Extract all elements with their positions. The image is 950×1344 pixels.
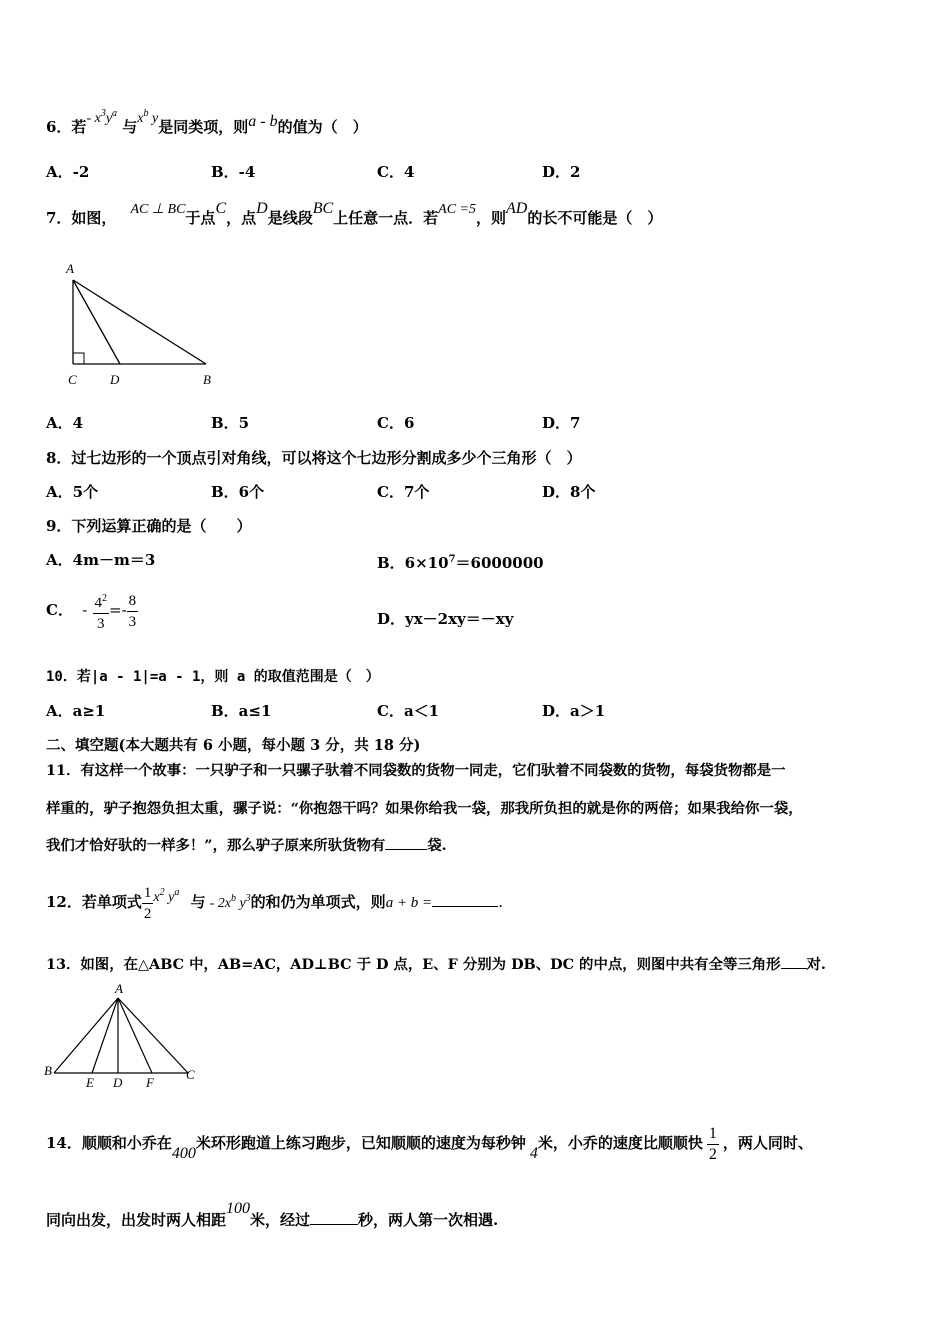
q13-segment-ae xyxy=(92,998,118,1073)
question-8: 8．过七边形的一个顶点引对角线，可以将这个七边形分割成多少个三角形（ ） xyxy=(46,449,582,467)
q12-end: . xyxy=(498,893,503,911)
q6-number: 6．若 xyxy=(46,118,87,136)
q14-b: 米环形跑道上练习跑步，已知顺顺的速度为每秒钟 xyxy=(195,1134,526,1152)
q6-term2 xyxy=(137,108,159,126)
q9-option-c-den1: 3 xyxy=(97,615,105,632)
q7-label-a: A xyxy=(66,261,74,276)
q10-option-b[interactable]: B．a≤1 xyxy=(211,702,272,720)
q6-option-c[interactable]: C．4 xyxy=(377,163,415,181)
q9-option-c-fraction2 xyxy=(127,591,139,632)
q6-term1-y: y xyxy=(105,111,113,126)
q7-t4: 上任意一点．若 xyxy=(333,209,439,227)
q7-m6: AD xyxy=(506,200,528,217)
q8-option-b[interactable]: B．6个 xyxy=(211,483,265,501)
q7-m1: AC ⊥ BC xyxy=(130,202,186,217)
q13-answer-blank[interactable] xyxy=(781,968,807,969)
q13-triangle-figure xyxy=(40,980,210,1092)
q7-number: 7．如图， xyxy=(46,209,117,227)
q9-option-c-label: C． xyxy=(46,601,73,619)
q9-option-c-minus: - xyxy=(82,601,88,619)
q7-segment-ad xyxy=(73,280,120,364)
question-11-line-2: 样重的，驴子抱怨负担太重，骡子说：“你抱怨干吗？如果你给我一袋，那我所负担的就是你的两倍；如果我给你一袋， xyxy=(46,800,803,817)
q13-label-c: C xyxy=(186,1067,195,1082)
q9-option-c-den2: 3 xyxy=(128,613,137,630)
q9-option-c[interactable] xyxy=(46,588,138,632)
q14-a: 14．顺顺和小乔在 xyxy=(46,1134,172,1152)
q14-fraction-den: 2 xyxy=(708,1145,717,1163)
q12-fraction-num: 1 xyxy=(142,883,154,904)
q6-and: 与 xyxy=(122,118,138,136)
q12-mid: 的和仍为单项式，则 xyxy=(250,893,386,911)
q13-label-d: D xyxy=(113,1075,123,1090)
q12-term2-exp1: b xyxy=(230,893,236,904)
q7-t6: 的长不可能是（ ） xyxy=(527,209,663,227)
q7-t3: 是线段 xyxy=(267,209,313,227)
q14-fraction xyxy=(707,1124,719,1165)
q9-option-c-fraction1 xyxy=(93,589,110,634)
q13-label-e: E xyxy=(86,1075,94,1090)
q7-m4: BC xyxy=(312,200,334,217)
q13-label-a: A xyxy=(115,981,123,996)
q6-term1-exp1: 3 xyxy=(100,108,106,119)
q14-answer-blank[interactable] xyxy=(310,1224,358,1225)
q9-option-c-num1: 4 xyxy=(94,594,102,611)
q12-term2-x: - 2x xyxy=(209,896,231,911)
q12-term1-y: y xyxy=(164,890,175,905)
section-2-heading: 二、填空题(本大题共有 6 小题，每小题 3 分，共 18 分) xyxy=(46,737,421,754)
q6-term2-base: x xyxy=(137,111,144,126)
q6-option-b[interactable]: B．-4 xyxy=(211,163,256,181)
q7-right-angle-mark xyxy=(73,353,84,364)
q9-option-d[interactable]: D．yx－2xy＝－xy xyxy=(377,610,514,628)
q14-m3: 100 xyxy=(226,1200,251,1217)
question-12 xyxy=(46,874,503,924)
q12-term2-y: y xyxy=(235,896,246,911)
q12-number: 12．若单项式 xyxy=(46,893,142,911)
q10-option-c[interactable]: C．a＜1 xyxy=(377,702,440,720)
q14-m1: 400 xyxy=(171,1145,196,1162)
q9-option-b-exp: 7 xyxy=(448,554,456,565)
q12-term1 xyxy=(153,887,180,905)
q14-m2: 4 xyxy=(529,1145,538,1162)
q7-option-b[interactable]: B．5 xyxy=(211,414,250,432)
q9-option-a[interactable]: A．4m－m＝3 xyxy=(46,551,156,569)
q6-option-d[interactable]: D．2 xyxy=(542,163,581,181)
q13-label-b: B xyxy=(44,1063,52,1078)
q6-expr: a - b xyxy=(248,113,278,130)
question-11-line-1: 11．有这样一个故事：一只驴子和一只骡子驮着不同袋数的货物一同走，它们驮着不同袋数的货物，每袋货物都是一 xyxy=(46,762,786,779)
q9-option-c-num1-exp: 2 xyxy=(102,592,107,604)
q9-option-b[interactable] xyxy=(377,550,544,573)
question-10: 10．若|a - 1|=a - 1，则 a 的取值范围是（ ） xyxy=(46,669,380,685)
q7-label-c: C xyxy=(68,372,77,387)
q7-option-a[interactable]: A．4 xyxy=(46,414,84,432)
q7-t2: ，点 xyxy=(226,209,257,227)
q6-option-a[interactable]: A．-2 xyxy=(46,163,90,181)
q7-m2: C xyxy=(215,200,227,217)
q14-f: 米，经过 xyxy=(250,1211,311,1229)
q7-label-d: D xyxy=(110,372,120,387)
q14-fraction-num: 1 xyxy=(707,1124,719,1145)
q7-t1: 于点 xyxy=(185,209,216,227)
question-11-line-3 xyxy=(46,836,447,856)
q6-term2-y: y xyxy=(148,111,159,126)
q9-option-c-num2: 8 xyxy=(127,591,139,612)
question-13 xyxy=(46,955,826,975)
q7-t5: ，则 xyxy=(476,209,507,227)
q8-option-a[interactable]: A．5个 xyxy=(46,483,99,501)
q9-option-b-rest: ＝6000000 xyxy=(455,554,544,572)
q7-m3: D xyxy=(256,200,268,217)
q7-option-c[interactable]: C．6 xyxy=(377,414,415,432)
q12-term1-exp1: 2 xyxy=(159,887,165,898)
q12-term2-exp2: 3 xyxy=(245,893,251,904)
q13-end: 对. xyxy=(806,956,826,973)
q7-triangle-figure xyxy=(60,258,230,398)
q14-e: 同向出发，出发时两人相距 xyxy=(46,1211,227,1229)
q12-term1-exp2: a xyxy=(174,887,180,898)
q12-fraction xyxy=(142,883,154,924)
q12-answer-blank[interactable] xyxy=(432,906,498,907)
q14-d: ，两人同时、 xyxy=(722,1134,813,1152)
q6-term1-base: - x xyxy=(86,111,101,126)
q12-term2 xyxy=(209,893,251,911)
q6-term2-exp: b xyxy=(143,108,149,119)
q12-expr: a + b = xyxy=(385,895,433,911)
q14-c: 米，小乔的速度比顺顺快 xyxy=(537,1134,703,1152)
q12-and: 与 xyxy=(190,893,206,911)
q12-fraction-den: 2 xyxy=(143,905,152,922)
q7-m5: AC =5 xyxy=(438,202,477,217)
q7-segment-ab xyxy=(73,280,206,364)
q13-segment-ab xyxy=(54,998,118,1073)
q11-answer-blank[interactable] xyxy=(385,849,427,850)
q7-option-d[interactable]: D．7 xyxy=(542,414,581,432)
q11-line-3-end: 袋. xyxy=(427,837,447,854)
q13-label-f: F xyxy=(146,1075,154,1090)
q9-option-c-eq: =- xyxy=(109,601,127,619)
q13-segment-af xyxy=(118,998,152,1073)
question-14-line-1 xyxy=(46,1120,813,1166)
q6-mid: 是同类项，则 xyxy=(158,118,249,136)
question-9: 9．下列运算正确的是（ ） xyxy=(46,517,252,535)
q9-option-b-base: B．6×10 xyxy=(377,554,449,572)
question-14-line-2 xyxy=(46,1200,499,1231)
q13-text: 13．如图，在△ABC 中，AB=AC，AD⊥BC 于 D 点，E、F 分别为 DB、DC 的中点，则图中共有全等三角形 xyxy=(46,956,781,973)
q6-end: 的值为（ ） xyxy=(277,118,368,136)
q12-term1-x: x xyxy=(153,890,160,905)
question-6 xyxy=(46,108,368,139)
q10-option-d[interactable]: D．a＞1 xyxy=(542,702,606,720)
q10-option-a[interactable]: A．a≥1 xyxy=(46,702,106,720)
q8-option-d[interactable]: D．8个 xyxy=(542,483,596,501)
q7-label-b: B xyxy=(203,372,211,387)
q11-line-3-text: 我们才恰好驮的一样多！”，那么驴子原来所驮货物有 xyxy=(46,837,386,854)
q13-segment-ac xyxy=(118,998,188,1073)
question-7 xyxy=(46,200,663,230)
q6-term1 xyxy=(86,108,118,126)
q14-g: 秒，两人第一次相遇. xyxy=(358,1211,499,1229)
q8-option-c[interactable]: C．7个 xyxy=(377,483,430,501)
q6-term1-exp2: a xyxy=(112,108,118,119)
